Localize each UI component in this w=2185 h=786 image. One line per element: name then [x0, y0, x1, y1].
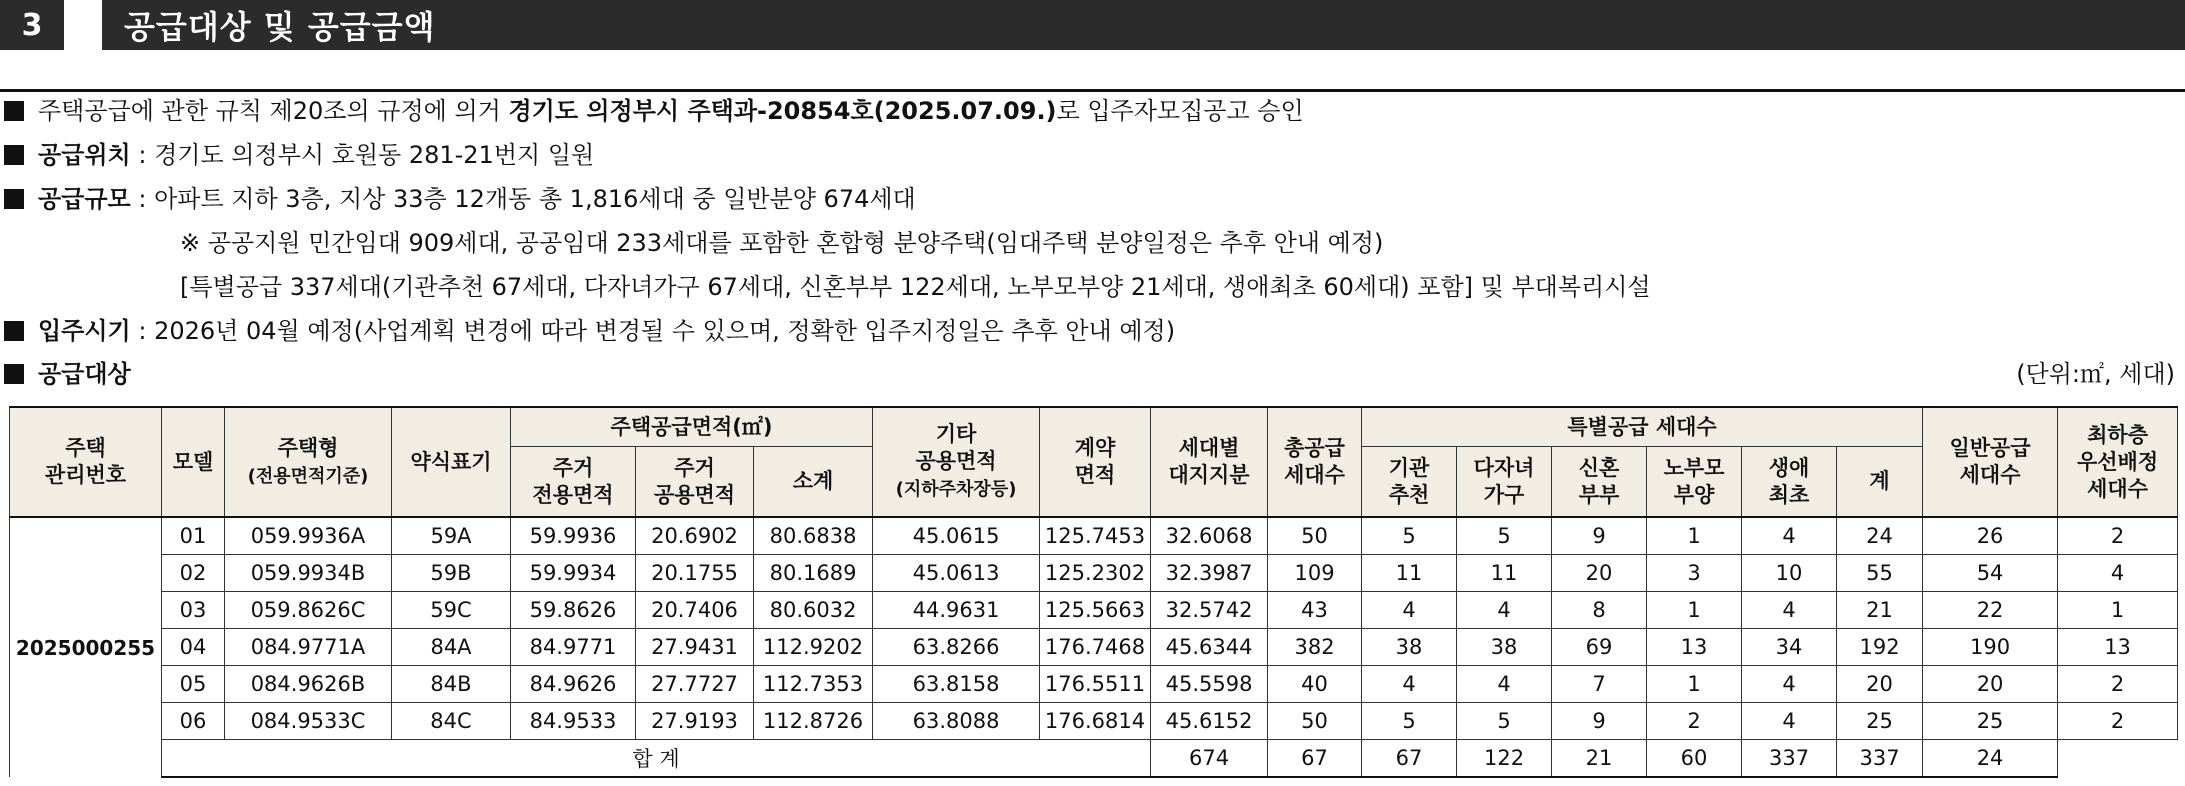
header-sp-newly: 신혼 부부 — [1552, 447, 1647, 518]
header-subtotal: 소계 — [754, 447, 873, 518]
cell-short: 84A — [392, 629, 511, 666]
cell-sp-multi: 11 — [1457, 555, 1552, 592]
cell-short: 59C — [392, 592, 511, 629]
cell-type: 084.9771A — [225, 629, 392, 666]
cell-model: 03 — [162, 592, 225, 629]
cell-common: 20.7406 — [636, 592, 754, 629]
cell-common: 27.9431 — [636, 629, 754, 666]
cell-sp-parent: 2 — [1647, 703, 1742, 740]
cell-sp-parent: 13 — [1647, 629, 1742, 666]
header-special-group: 특별공급 세대수 — [1362, 407, 1923, 447]
header-sp-first: 생애 최초 — [1742, 447, 1837, 518]
table-row — [10, 629, 2178, 666]
header-sp-parent: 노부모 부양 — [1647, 447, 1742, 518]
cell-contract: 125.2302 — [1040, 555, 1151, 592]
mgmt-number: 2025000255 — [10, 517, 162, 777]
cell-lowest: 4 — [2058, 555, 2178, 592]
cell-type: 059.9934B — [225, 555, 392, 592]
table-row — [10, 592, 2178, 629]
cell-sp-multi: 4 — [1457, 592, 1552, 629]
scale-label: 공급규모 — [38, 185, 131, 213]
table-body — [10, 517, 2178, 777]
cell-sp-multi: 5 — [1457, 517, 1552, 555]
cell-short: 84B — [392, 666, 511, 703]
cell-sp-inst: 4 — [1362, 592, 1457, 629]
target-label: 공급대상 — [38, 360, 131, 388]
cell-other: 44.9631 — [873, 592, 1040, 629]
cell-contract: 125.7453 — [1040, 517, 1151, 555]
cell-general: 25 — [1923, 703, 2058, 740]
cell-general: 20 — [1923, 666, 2058, 703]
cell-total: 109 — [1268, 555, 1362, 592]
cell-total: 40 — [1268, 666, 1362, 703]
approval-suffix: 로 입주자모집공고 승인 — [1056, 97, 1304, 125]
approval-prefix: 주택공급에 관한 규칙 제20조의 규정에 의거 — [38, 97, 509, 125]
section-number: 3 — [0, 0, 102, 50]
header-common: 주거 공용면적 — [636, 447, 754, 518]
cell-sp-sum: 55 — [1837, 555, 1923, 592]
table-row — [10, 666, 2178, 703]
cell-sp-first: 4 — [1742, 517, 1837, 555]
cell-general: 190 — [1923, 629, 2058, 666]
cell-exclusive: 59.9934 — [511, 555, 636, 592]
unit-note: (단위:㎡, 세대) — [2016, 360, 2175, 388]
cell-total: 50 — [1268, 517, 1362, 555]
cell-subtotal: 80.6032 — [754, 592, 873, 629]
total-general: 337 — [1837, 740, 1923, 778]
cell-sp-inst: 4 — [1362, 666, 1457, 703]
location-label: 공급위치 — [38, 141, 131, 169]
supply-table — [9, 406, 2178, 778]
cell-sp-parent: 1 — [1647, 517, 1742, 555]
cell-general: 54 — [1923, 555, 2058, 592]
header-sp-inst: 기관 추천 — [1362, 447, 1457, 518]
header-other-common: 기타 공용면적 (지하주차장등) — [873, 407, 1040, 517]
scale-note-2: [특별공급 337세대(기관추천 67세대, 다자녀가구 67세대, 신혼부부 122세대, 노부모부양 21세대, 생애최초 60세대) 포함] 및 부대복리시설 — [180, 273, 1651, 301]
cell-subtotal: 80.6838 — [754, 517, 873, 555]
cell-lowest: 2 — [2058, 703, 2178, 740]
total-sp-multi: 67 — [1362, 740, 1457, 778]
total-sp-newly: 122 — [1457, 740, 1552, 778]
bullet-square-icon — [4, 321, 24, 341]
cell-other: 45.0613 — [873, 555, 1040, 592]
cell-sp-newly: 69 — [1552, 629, 1647, 666]
cell-sp-newly: 8 — [1552, 592, 1647, 629]
table-row — [10, 703, 2178, 740]
header-short: 약식표기 — [392, 407, 511, 517]
move-in-label: 입주시기 — [38, 317, 131, 345]
cell-short: 59A — [392, 517, 511, 555]
header-exclusive: 주거 전용면적 — [511, 447, 636, 518]
header-type: 주택형 (전용면적기준) — [225, 407, 392, 517]
cell-land: 32.3987 — [1151, 555, 1268, 592]
section-header — [0, 0, 2185, 50]
cell-type: 084.9626B — [225, 666, 392, 703]
cell-sp-sum: 21 — [1837, 592, 1923, 629]
cell-contract: 176.6814 — [1040, 703, 1151, 740]
cell-other: 63.8088 — [873, 703, 1040, 740]
total-label: 합 계 — [162, 740, 1151, 778]
location-value: : 경기도 의정부시 호원동 281-21번지 일원 — [130, 141, 595, 169]
cell-sp-multi: 38 — [1457, 629, 1552, 666]
move-in-value: : 2026년 04월 예정(사업계획 변경에 따라 변경될 수 있으며, 정확한 입주지정일은 추후 안내 예정) — [130, 317, 1176, 345]
cell-lowest: 2 — [2058, 517, 2178, 555]
cell-exclusive: 84.9771 — [511, 629, 636, 666]
approval-line — [0, 94, 1304, 128]
cell-exclusive: 59.9936 — [511, 517, 636, 555]
cell-model: 05 — [162, 666, 225, 703]
header-land: 세대별 대지지분 — [1151, 407, 1268, 517]
cell-land: 45.6152 — [1151, 703, 1268, 740]
cell-short: 59B — [392, 555, 511, 592]
cell-lowest: 13 — [2058, 629, 2178, 666]
scale-line — [0, 182, 916, 216]
cell-subtotal: 112.9202 — [754, 629, 873, 666]
cell-sp-parent: 1 — [1647, 592, 1742, 629]
approval-number: 경기도 의정부시 주택과-20854호(2025.07.09.) — [508, 97, 1057, 125]
cell-sp-multi: 5 — [1457, 703, 1552, 740]
cell-sp-newly: 9 — [1552, 517, 1647, 555]
cell-other: 45.0615 — [873, 517, 1040, 555]
cell-sp-newly: 9 — [1552, 703, 1647, 740]
header-total: 총공급 세대수 — [1268, 407, 1362, 517]
section-title: 공급대상 및 공급금액 — [124, 8, 436, 46]
total-sp-sum: 337 — [1742, 740, 1837, 778]
cell-exclusive: 59.8626 — [511, 592, 636, 629]
header-general: 일반공급 세대수 — [1923, 407, 2058, 517]
cell-type: 059.9936A — [225, 517, 392, 555]
cell-sp-sum: 24 — [1837, 517, 1923, 555]
move-in-line — [0, 314, 1175, 348]
bullet-square-icon — [4, 101, 24, 121]
cell-general: 26 — [1923, 517, 2058, 555]
header-mgmt-no: 주택 관리번호 — [10, 407, 162, 517]
cell-common: 20.6902 — [636, 517, 754, 555]
cell-sp-sum: 192 — [1837, 629, 1923, 666]
divider — [0, 89, 2185, 92]
cell-land: 32.6068 — [1151, 517, 1268, 555]
cell-type: 084.9533C — [225, 703, 392, 740]
cell-exclusive: 84.9533 — [511, 703, 636, 740]
cell-sp-sum: 20 — [1837, 666, 1923, 703]
table-row — [10, 555, 2178, 592]
header-sp-multi: 다자녀 가구 — [1457, 447, 1552, 518]
bullet-square-icon — [4, 189, 24, 209]
cell-exclusive: 84.9626 — [511, 666, 636, 703]
total-sp-inst: 67 — [1268, 740, 1362, 778]
location-line — [0, 138, 594, 172]
cell-contract: 176.5511 — [1040, 666, 1151, 703]
cell-sp-newly: 7 — [1552, 666, 1647, 703]
header-model: 모델 — [162, 407, 225, 517]
cell-sp-sum: 25 — [1837, 703, 1923, 740]
cell-subtotal: 112.7353 — [754, 666, 873, 703]
cell-land: 32.5742 — [1151, 592, 1268, 629]
cell-lowest: 1 — [2058, 592, 2178, 629]
cell-sp-inst: 11 — [1362, 555, 1457, 592]
cell-common: 20.1755 — [636, 555, 754, 592]
scale-note-1: ※ 공공지원 민간임대 909세대, 공공임대 233세대를 포함한 혼합형 분양주택(임대주택 분양일정은 추후 안내 예정) — [180, 229, 1384, 257]
cell-sp-inst: 38 — [1362, 629, 1457, 666]
target-line — [0, 357, 131, 391]
cell-land: 45.5598 — [1151, 666, 1268, 703]
header-sp-sum: 계 — [1837, 447, 1923, 518]
cell-total: 50 — [1268, 703, 1362, 740]
cell-sp-inst: 5 — [1362, 517, 1457, 555]
cell-sp-first: 34 — [1742, 629, 1837, 666]
cell-short: 84C — [392, 703, 511, 740]
header-area-group: 주택공급면적(㎡) — [511, 407, 873, 447]
cell-model: 06 — [162, 703, 225, 740]
cell-sp-first: 4 — [1742, 592, 1837, 629]
scale-value: : 아파트 지하 3층, 지상 33층 12개동 총 1,816세대 중 일반분양 674세대 — [130, 185, 916, 213]
cell-model: 01 — [162, 517, 225, 555]
cell-model: 02 — [162, 555, 225, 592]
cell-type: 059.8626C — [225, 592, 392, 629]
bullet-square-icon — [4, 364, 24, 384]
cell-sp-inst: 5 — [1362, 703, 1457, 740]
cell-total: 382 — [1268, 629, 1362, 666]
cell-sp-first: 10 — [1742, 555, 1837, 592]
cell-subtotal: 80.1689 — [754, 555, 873, 592]
cell-common: 27.9193 — [636, 703, 754, 740]
cell-lowest: 2 — [2058, 666, 2178, 703]
bullet-square-icon — [4, 145, 24, 165]
total-lowest: 24 — [1923, 740, 2058, 778]
cell-land: 45.6344 — [1151, 629, 1268, 666]
cell-sp-multi: 4 — [1457, 666, 1552, 703]
cell-sp-first: 4 — [1742, 666, 1837, 703]
cell-model: 04 — [162, 629, 225, 666]
cell-sp-newly: 20 — [1552, 555, 1647, 592]
total-row — [10, 740, 2178, 778]
header-lowest: 최하층 우선배정 세대수 — [2058, 407, 2178, 517]
total-sp-first: 60 — [1647, 740, 1742, 778]
cell-contract: 176.7468 — [1040, 629, 1151, 666]
table-row — [10, 517, 2178, 555]
cell-sp-parent: 1 — [1647, 666, 1742, 703]
total-sp-parent: 21 — [1552, 740, 1647, 778]
cell-contract: 125.5663 — [1040, 592, 1151, 629]
cell-other: 63.8158 — [873, 666, 1040, 703]
cell-subtotal: 112.8726 — [754, 703, 873, 740]
cell-other: 63.8266 — [873, 629, 1040, 666]
cell-sp-first: 4 — [1742, 703, 1837, 740]
cell-sp-parent: 3 — [1647, 555, 1742, 592]
header-contract: 계약 면적 — [1040, 407, 1151, 517]
total-total: 674 — [1151, 740, 1268, 778]
cell-general: 22 — [1923, 592, 2058, 629]
cell-total: 43 — [1268, 592, 1362, 629]
cell-common: 27.7727 — [636, 666, 754, 703]
